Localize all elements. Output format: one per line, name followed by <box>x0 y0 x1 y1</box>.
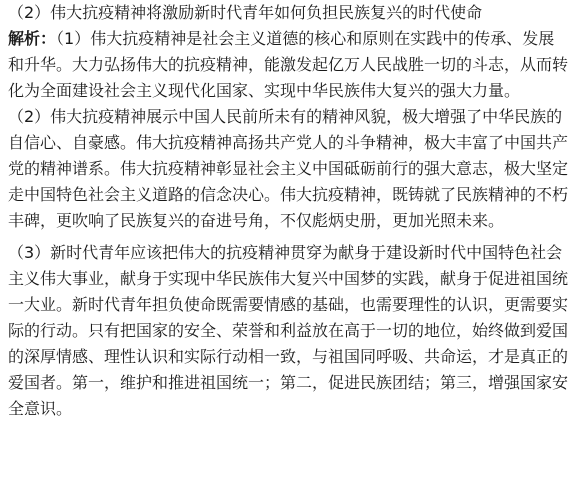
analysis-para-1-line-1 <box>8 26 572 52</box>
analysis-para-2-line-4: 走中国特色社会主义道路的信念决心。伟大抗疫精神，既铸就了民族精神的不朽 <box>8 185 569 204</box>
analysis-para-2-line-2: 自信心、自豪感。伟大抗疫精神高扬共产党人的斗争精神，极大丰富了中国共产 <box>8 133 569 152</box>
analysis-para-1-line-2: 和升华。大力弘扬伟大的抗疫精神，能激发起亿万人民战胜一切的斗志，从而转 <box>8 55 569 74</box>
analysis-para-3-line-3: 一大业。新时代青年担负使命既需要情感的基础，也需要理性的认识，更需要实 <box>8 295 569 314</box>
analysis-para-3-line-1: （3）新时代青年应该把伟大的抗疫精神贯穿为献身于建设新时代中国特色社会 <box>8 243 563 262</box>
analysis-para-2-line-1: （2）伟大抗疫精神展示中国人民前所未有的精神风貌，极大增强了中华民族的 <box>8 107 563 126</box>
analysis-para-3-line-4: 际的行动。只有把国家的安全、荣誉和利益放在高于一切的地位，始终做到爱国 <box>8 321 569 340</box>
analysis-label: 解析： <box>8 29 57 48</box>
document-body <box>8 0 572 422</box>
analysis-para-3-line-7: 全意识。 <box>8 399 73 418</box>
analysis-para-2-line-5: 丰碑，更吹响了民族复兴的奋进号角，不仅彪炳史册，更加光照未来。 <box>8 211 505 230</box>
analysis-para-3-line-2: 主义伟大事业，献身于实现中华民族伟大复兴中国梦的实践，献身于促进祖国统 <box>8 269 569 288</box>
analysis-para-3-line-6: 爱国者。第一，维护和推进祖国统一；第二，促进民族团结；第三，增强国家安 <box>8 373 569 392</box>
question-line: （2）伟大抗疫精神将激励新时代青年如何负担民族复兴的时代使命 <box>8 3 483 22</box>
analysis-para-2-line-3: 党的精神谱系。伟大抗疫精神彰显社会主义中国砥砺前行的强大意志，极大坚定 <box>8 159 569 178</box>
analysis-para-1-line-3: 化为全面建设社会主义现代化国家、实现中华民族伟大复兴的强大力量。 <box>8 81 521 100</box>
analysis-para-3-line-5: 的深厚情感、理性认识和实际行动相一致，与祖国同呼吸、共命运，才是真正的 <box>8 347 569 366</box>
analysis-para-1-text: （1）伟大抗疫精神是社会主义道德的核心和原则在实践中的传承、发展 <box>56 29 555 48</box>
